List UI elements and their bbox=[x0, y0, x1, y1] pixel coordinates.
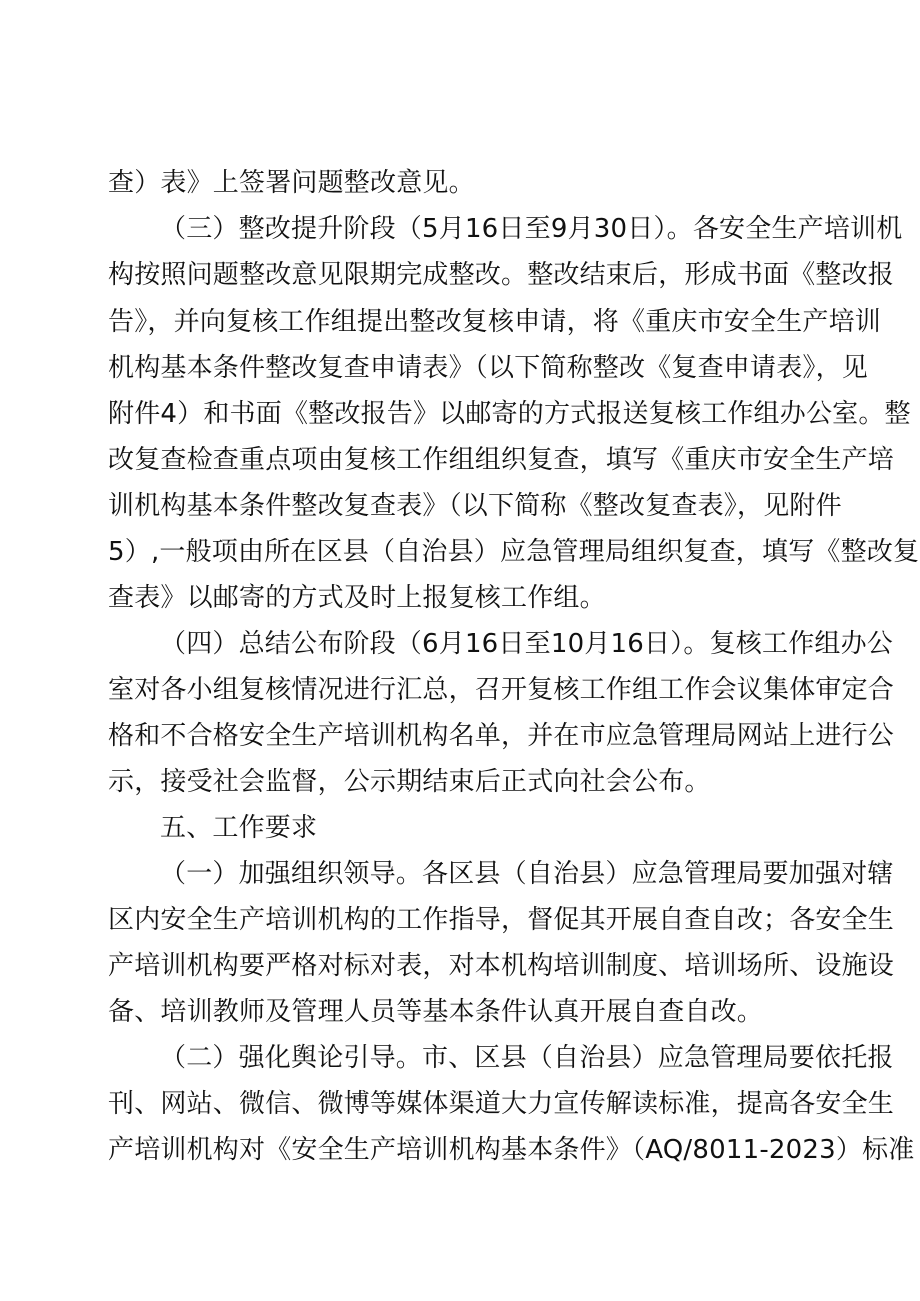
body-text-line: 训机构基本条件整改复查表》（以下简称《整改复查表》，见附件 bbox=[108, 491, 842, 521]
body-text-line: 查表》以邮寄的方式及时上报复核工作组。 bbox=[108, 583, 606, 613]
body-text-line: 告》，并向复核工作组提出整改复核申请，将《重庆市安全生产培训 bbox=[108, 307, 882, 337]
body-text-line: 产培训机构要严格对标对表，对本机构培训制度、培训场所、设施设 bbox=[108, 951, 895, 981]
paragraph-3-heading-line: （三）整改提升阶段（5月16日至9月30日）。各安全生产培训机 bbox=[160, 214, 903, 244]
body-text-line: 刊、网站、微信、微博等媒体渠道大力宣传解读标准，提高各安全生 bbox=[108, 1089, 895, 1119]
body-text-line: 示，接受社会监督，公示期结束后正式向社会公布。 bbox=[108, 767, 711, 797]
body-text-line: 附件4）和书面《整改报告》以邮寄的方式报送复核工作组办公室。整 bbox=[108, 399, 911, 429]
requirement-1-heading-line: （一）加强组织领导。各区县（自治县）应急管理局要加强对辖 bbox=[160, 859, 894, 889]
body-text-line: 构按照问题整改意见限期完成整改。整改结束后，形成书面《整改报 bbox=[108, 260, 895, 290]
body-text-line: 格和不合格安全生产培训机构名单，并在市应急管理局网站上进行公 bbox=[108, 721, 895, 751]
body-text-line: 查）表》上签署问题整改意见。 bbox=[108, 168, 475, 198]
paragraph-4-heading-line: （四）总结公布阶段（6月16日至10月16日）。复核工作组办公 bbox=[160, 629, 893, 659]
body-text-line: 产培训机构对《安全生产培训机构基本条件》（AQ/8011-2023）标准 bbox=[108, 1135, 915, 1165]
body-text-line: 机构基本条件整改复查申请表》（以下简称整改《复查申请表》，见 bbox=[108, 353, 869, 383]
body-text-line: 室对各小组复核情况进行汇总，召开复核工作组工作会议集体审定合 bbox=[108, 675, 895, 705]
body-text-line: 改复查检查重点项由复核工作组组织复查，填写《重庆市安全生产培 bbox=[108, 445, 895, 475]
body-text-line: 区内安全生产培训机构的工作指导，督促其开展自查自改；各安全生 bbox=[108, 905, 895, 935]
requirement-2-heading-line: （二）强化舆论引导。市、区县（自治县）应急管理局要依托报 bbox=[160, 1043, 894, 1073]
section-5-heading: 五、工作要求 bbox=[160, 813, 318, 843]
body-text-line: 备、培训教师及管理人员等基本条件认真开展自查自改。 bbox=[108, 997, 764, 1027]
body-text-line: 5）,一般项由所在区县（自治县）应急管理局组织复查，填写《整改复 bbox=[108, 537, 920, 567]
